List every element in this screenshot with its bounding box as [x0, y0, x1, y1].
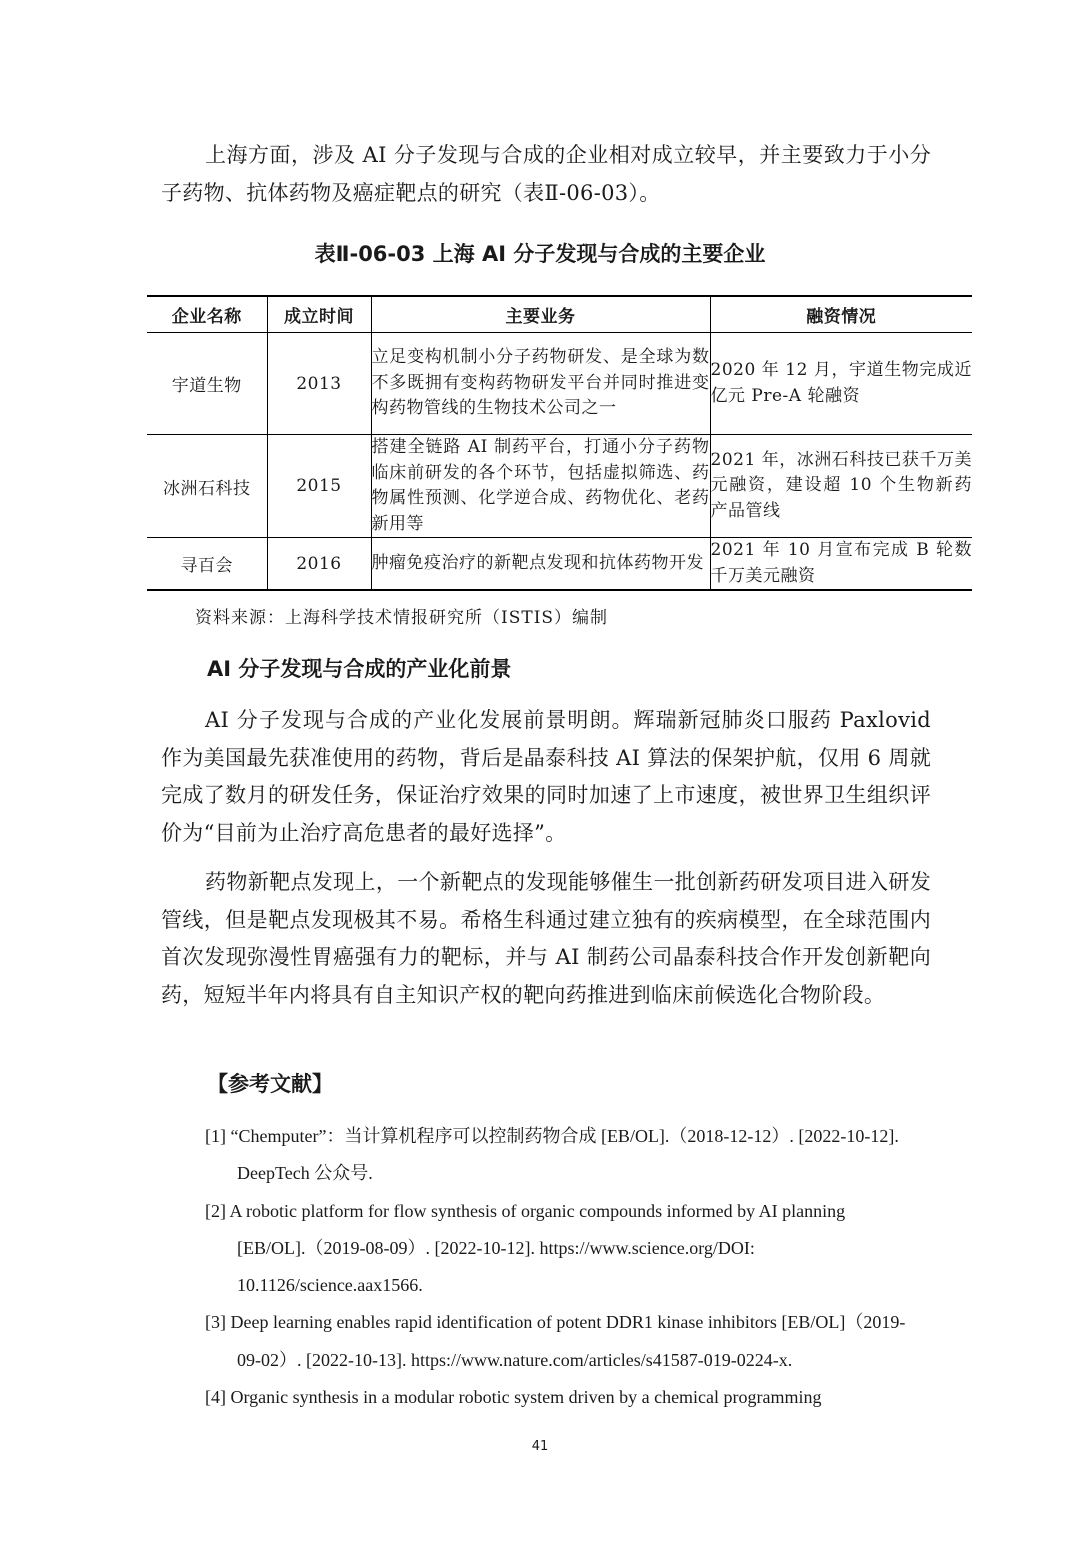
business-cell: 立足变构机制小分子药物研发、是全球为数不多既拥有变构药物研发平台并同时推进变构药物管线的生物技术公司之一	[371, 333, 710, 435]
company-name-cell: 冰洲石科技	[147, 435, 267, 538]
header-founded-year: 成立时间	[267, 296, 371, 333]
founded-year-cell: 2016	[267, 538, 371, 591]
table-title: 表Ⅱ-06-03 上海 AI 分子发现与合成的主要企业	[314, 242, 766, 266]
intro-paragraph: 上海方面，涉及 AI 分子发现与合成的企业相对成立较早，并主要致力于小分子药物、抗体药物及癌症靶点的研究（表Ⅱ-06-03）。	[161, 143, 931, 205]
reference-item: [4] Organic synthesis in a modular robotic system driven by a chemical programming	[205, 1387, 822, 1408]
funding-cell: 2021 年 10 月宣布完成 B 轮数千万美元融资	[710, 538, 972, 591]
founded-year-cell: 2015	[267, 435, 371, 538]
company-name-cell: 寻百会	[147, 538, 267, 591]
company-name-cell: 宇道生物	[147, 333, 267, 435]
company-table	[147, 295, 972, 591]
founded-year-cell: 2013	[267, 333, 371, 435]
funding-cell: 2021 年，冰洲石科技已获千万美元融资，建设超 10 个生物新药产品管线	[710, 435, 972, 538]
reference-item: [3] Deep learning enables rapid identification of potent DDR1 kinase inhibitors [EB/OL]（2019-09-02）. [2022-10-13]. https://www.nature.com/articles/s41587-019-0224-x.	[205, 1312, 906, 1370]
table-row	[147, 333, 972, 435]
table-row	[147, 538, 972, 591]
header-main-business: 主要业务	[371, 296, 710, 333]
header-company-name: 企业名称	[147, 296, 267, 333]
references-heading: 【参考文献】	[207, 1072, 333, 1096]
page-number: 41	[531, 1439, 549, 1454]
reference-item: [1] “Chemputer”：当计算机程序可以控制药物合成 [EB/OL].（2018-12-12）. [2022-10-12]. DeepTech 公众号.	[205, 1126, 899, 1184]
body-paragraph-1: AI 分子发现与合成的产业化发展前景明朗。辉瑞新冠肺炎口服药 Paxlovid 作为美国最先获准使用的药物，背后是晶泰科技 AI 算法的保架护航，仅用 6 周就完成了数月的研发任务，保证治疗效果的同时加速了上市速度，被世界卫生组织评价为“目前为止治疗高危患者的最好选择”。	[161, 708, 931, 845]
section-heading: AI 分子发现与合成的产业化前景	[207, 657, 512, 681]
header-funding: 融资情况	[710, 296, 972, 333]
table-header-row	[147, 296, 972, 333]
business-cell: 搭建全链路 AI 制药平台，打通小分子药物临床前研发的各个环节，包括虚拟筛选、药物属性预测、化学逆合成、药物优化、老药新用等	[371, 435, 710, 538]
body-paragraph-2: 药物新靶点发现上，一个新靶点的发现能够催生一批创新药研发项目进入研发管线，但是靶点发现极其不易。希格生科通过建立独有的疾病模型，在全球范围内首次发现弥漫性胃癌强有力的靶标，并与 AI 制药公司晶泰科技合作开发创新靶向药，短短半年内将具有自主知识产权的靶向药推进到临床前候选化合物阶段。	[161, 870, 931, 1007]
business-cell: 肿瘤免疫治疗的新靶点发现和抗体药物开发	[371, 538, 710, 591]
funding-cell: 2020 年 12 月，宇道生物完成近亿元 Pre-A 轮融资	[710, 333, 972, 435]
reference-item: [2] A robotic platform for flow synthesis of organic compounds informed by AI planning [EB/OL].（2019-08-09）. [2022-10-12]. https://www.science.org/DOI: 10.1126/science.aax1566.	[205, 1200, 846, 1296]
table-row	[147, 435, 972, 538]
table-source-note: 资料来源：上海科学技术情报研究所（ISTIS）编制	[195, 608, 609, 628]
references-list	[205, 1118, 917, 1416]
